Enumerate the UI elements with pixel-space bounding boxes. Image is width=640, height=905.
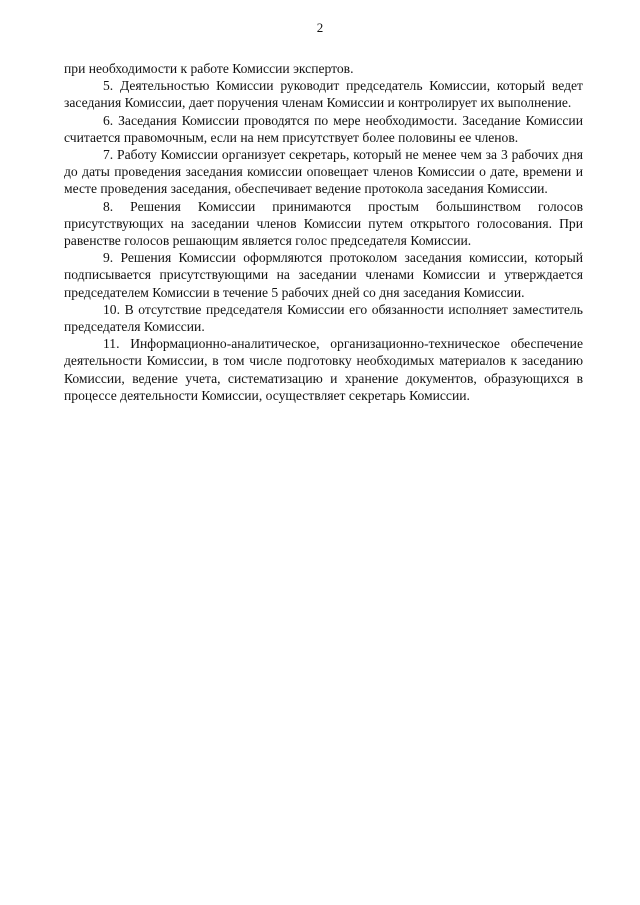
paragraph-7: 7. Работу Комиссии организует секретарь, который не менее чем за 3 рабочих дня до даты проведения заседания комиссии оповещает членов Комиссии о дате, времени и месте проведения заседания, обеспечивает ведение протокола заседания Комиссии. xyxy=(64,147,583,197)
paragraph-9: 9. Решения Комиссии оформляются протоколом заседания комиссии, который подписывается присутствующими на заседании членами Комиссии и утверждается председателем Комиссии в течение 5 рабочих дней со дня заседания Комиссии. xyxy=(64,250,583,300)
body-text xyxy=(64,60,583,404)
paragraph-10: 10. В отсутствие председателя Комиссии его обязанности исполняет заместитель председателя Комиссии. xyxy=(64,301,583,335)
paragraph-8: 8. Решения Комиссии принимаются простым большинством голосов присутствующих на заседании членов Комиссии путем открытого голосования. При равенстве голосов решающим является голос председателя Комиссии. xyxy=(64,198,583,249)
paragraph-11: 11. Информационно-аналитическое, организационно-техническое обеспечение деятельности Комиссии, в том числе подготовку необходимых материалов к заседанию Комиссии, ведение учета, систематизацию и хранение документов, образующихся в процессе деятельности Комиссии, осуществляет секретарь Комиссии. xyxy=(64,336,583,403)
paragraph-6: 6. Заседания Комиссии проводятся по мере необходимости. Заседание Комиссии считается правомочным, если на нем присутствует более половины ее членов. xyxy=(64,112,583,145)
page-number: 2 xyxy=(316,20,324,35)
paragraph-5: 5. Деятельностью Комиссии руководит председатель Комиссии, который ведет заседания Комиссии, дает поручения членам Комиссии и контролирует их выполнение. xyxy=(64,78,583,111)
paragraph-continuation: при необходимости к работе Комиссии экспертов. xyxy=(64,61,354,76)
